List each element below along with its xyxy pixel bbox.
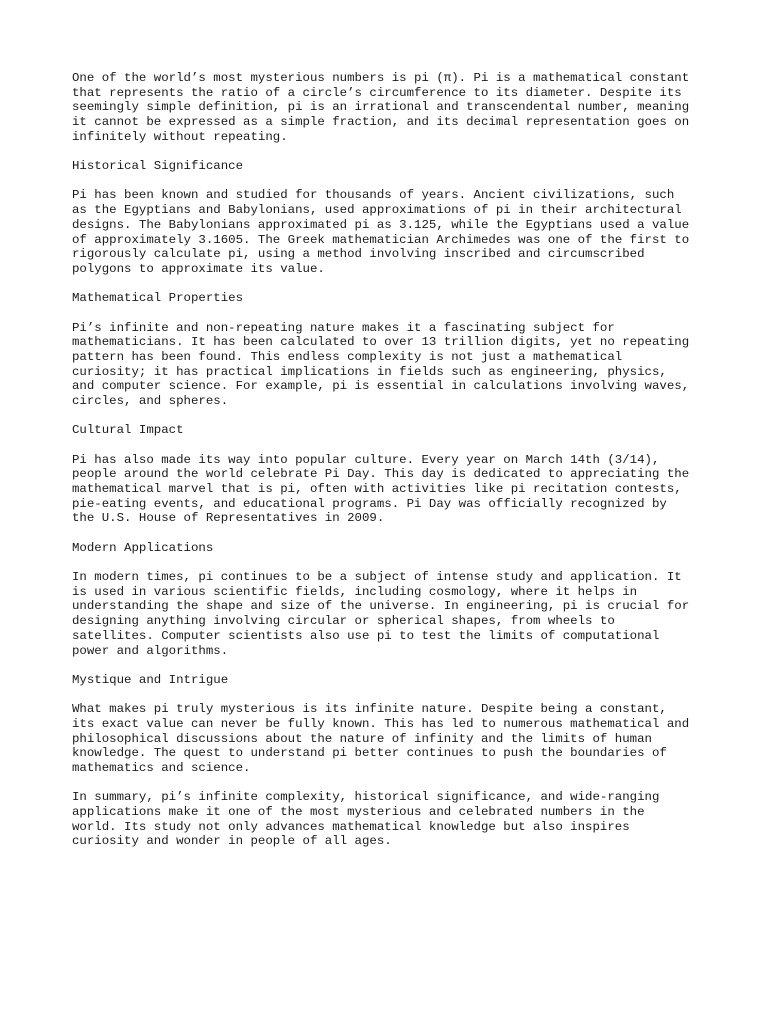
section-body-modern-applications: In modern times, pi continues to be a subject of intense study and application. It is used in various scientific fields, including cosmology, where it helps in understanding the shape and size of the universe. In engineering, pi is crucial for designing anything involving circular or spherical shapes, from wheels to satellites. Computer scientists also use pi to test the limits of computational power and algorithms. [72, 570, 690, 658]
section-body-mathematical-properties: Pi’s infinite and non-repeating nature makes it a fascinating subject for mathematicians. It has been calculated to over 13 trillion digits, yet no repeating pattern has been found. This endless complexity is not just a mathematical curiosity; it has practical implications in fields such as engineering, physics, and computer science. For example, pi is essential in calculations involving waves, circles, and spheres. [72, 320, 690, 409]
section-body-historical-significance: Pi has been known and studied for thousands of years. Ancient civilizations, such as the Egyptians and Babylonians, used approximations of pi in their architectural designs. The Babylonians approximated pi as 3.125, while the Egyptians used a value of approximately 3.1605. The Greek mathematician Archimedes was one of the first to rigorously calculate pi, using a method involving inscribed and circumscribed polygons to approximate its value. [72, 188, 690, 276]
section-heading-historical-significance: Historical Significance [72, 159, 244, 174]
section-heading-mathematical-properties: Mathematical Properties [72, 291, 244, 306]
section-heading-mystique-and-intrigue: Mystique and Intrigue [72, 672, 229, 687]
section-body-mystique-and-intrigue: What makes pi truly mysterious is its infinite nature. Despite being a constant, its exact value can never be fully known. This has led to numerous mathematical and philosophical discussions about the nature of infinity and the limits of human knowledge. The quest to understand pi better continues to push the boundaries of mathematics and science. [72, 702, 690, 775]
section-body-cultural-impact: Pi has also made its way into popular culture. Every year on March 14th (3/14), people around the world celebrate Pi Day. This day is dedicated to appreciating the mathematical marvel that is pi, often with activities like pi recitation contests, pie-eating events, and educational programs. Pi Day was officially recognized by the U.S. House of Representatives in 2009. [72, 452, 690, 526]
intro-paragraph: One of the world’s most mysterious numbers is pi (π). Pi is a mathematical constant that represents the ratio of a circle’s circumference to its diameter. Despite its seemingly simple definition, pi is an irrational and transcendental number, meaning it cannot be expressed as a simple fraction, and its decimal representation goes on infinitely without repeating. [72, 71, 690, 144]
document-page [72, 71, 712, 864]
summary-paragraph: In summary, pi’s infinite complexity, historical significance, and wide-ranging applications make it one of the most mysterious and celebrated numbers in the world. Its study not only advances mathematical knowledge but also inspires curiosity and wonder in people of all ages. [72, 790, 660, 849]
section-heading-cultural-impact: Cultural Impact [72, 423, 184, 438]
section-heading-modern-applications: Modern Applications [72, 540, 214, 555]
